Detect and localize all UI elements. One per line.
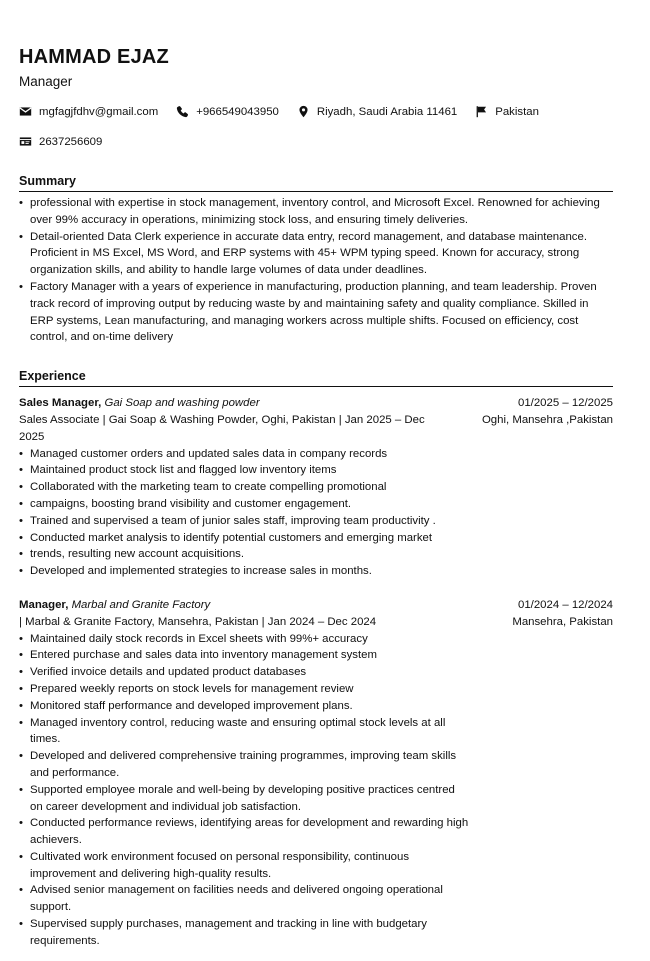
summary-item: • Detail-oriented Data Clerk experience in accurate data entry, record management, and database maintenance. Proficient in MS Excel, MS Word, and ERP systems with 45+ WPM typing speed. Known for accuracy, strong organization skills, and ability to handle large volumes of data under deadlines. [19,229,613,279]
flag-icon [475,105,488,118]
contact-row-2 [19,133,613,151]
envelope-icon [19,105,32,118]
job-bullet: • Supported employee morale and well-being by developing positive practices centred on career development and individual job satisfaction. [19,782,469,816]
job-company: Marbal and Granite Factory [71,598,211,611]
contact-email[interactable] [19,104,158,121]
summary-item: • Factory Manager with a years of experience in manufacturing, production planning, and team leadership. Proven track record of improving output by reducing waste by and maintaining safety and quality compliance. Skilled in ERP systems, Lean manufacturing, and managing workers across multiple shifts. Focused on efficiency, cost control, and on-time delivery [19,279,613,346]
job-bullet: • Developed and implemented strategies to increase sales in months. [19,563,469,580]
experience-section [19,368,613,950]
candidate-role: Manager [19,74,73,89]
job-bullet: • Conducted market analysis to identify potential customers and emerging market [19,530,469,547]
phone-text: +966549043950 [196,105,279,118]
summary-section [19,173,613,346]
job-bullet: • Advised senior management on facilities needs and delivered ongoing operational support. [19,882,469,916]
job-entry [19,395,613,580]
job-bullets [19,446,469,580]
job-bullet: • Supervised supply purchases, management and tracking in line with budgetary requirements. [19,916,469,950]
location-text: Riyadh, Saudi Arabia 11461 [316,105,458,118]
contact-nationality [475,104,539,121]
job-bullet: • Trained and supervised a team of junior sales staff, improving team productivity . [19,513,469,530]
job-subtitle: Sales Associate | Gai Soap & Washing Powder, Oghi, Pakistan | Jan 2025 – Dec 2025 [19,413,425,443]
contact-location [297,104,457,121]
job-dates: 01/2025 – 12/2025 [517,397,613,410]
job-bullet: • Managed inventory control, reducing waste and ensuring optimal stock levels at all times. [19,715,469,749]
job-bullet: • Entered purchase and sales data into inventory management system [19,647,469,664]
job-bullet: • Developed and delivered comprehensive training programmes, improving team skills and performance. [19,748,469,782]
contact-id [19,134,102,151]
contact-phone[interactable] [176,104,279,121]
job-entry [19,597,613,950]
job-bullet: • Maintained daily stock records in Excel sheets with 99%+ accuracy [19,631,469,648]
id-number-text: 2637256609 [39,135,103,148]
job-bullet: • trends, resulting new account acquisitions. [19,546,469,563]
job-bullet: • Conducted performance reviews, identifying areas for development and rewarding high achievers. [19,815,469,849]
job-bullet: • Cultivated work environment focused on personal responsibility, continuous improvement and delivering high-quality results. [19,849,469,883]
job-bullet: • Monitored staff performance and developed improvement plans. [19,698,469,715]
email-text: mgfagjfdhv@gmail.com [39,105,159,118]
job-title: Sales Manager, [19,397,102,410]
phone-icon [176,105,189,118]
job-location: Oghi, Mansehra ,Pakistan [481,413,613,426]
job-dates: 01/2024 – 12/2024 [517,598,613,611]
contact-row [19,103,613,121]
job-bullet: • Collaborated with the marketing team to create compelling promotional [19,479,469,496]
map-pin-icon [297,105,310,118]
summary-heading: Summary [19,173,613,192]
job-title: Manager, [19,598,69,611]
job-location: Mansehra, Pakistan [512,615,613,628]
job-company: Gai Soap and washing powder [104,397,260,410]
nationality-text: Pakistan [495,105,539,118]
job-header [19,395,613,445]
summary-item: • professional with expertise in stock management, inventory control, and Microsoft Excel. Renowned for achieving over 99% accuracy in operations, minimizing stock loss, and ensuring timely deliveries. [19,195,613,229]
job-bullet: • campaigns, boosting brand visibility and customer engagement. [19,496,469,513]
job-bullet: • Managed customer orders and updated sales data in company records [19,446,469,463]
job-header [19,597,613,631]
job-subtitle: | Marbal & Granite Factory, Mansehra, Pakistan | Jan 2024 – Dec 2024 [19,615,377,628]
job-bullet: • Maintained product stock list and flagged low inventory items [19,462,469,479]
experience-heading: Experience [19,368,613,387]
job-bullets [19,631,469,950]
summary-list [19,195,613,346]
job-bullet: • Verified invoice details and updated product databases [19,664,469,681]
job-bullet: • Prepared weekly reports on stock levels for management review [19,681,469,698]
candidate-name: HAMMAD EJAZ [19,46,169,68]
id-card-icon [19,135,32,148]
